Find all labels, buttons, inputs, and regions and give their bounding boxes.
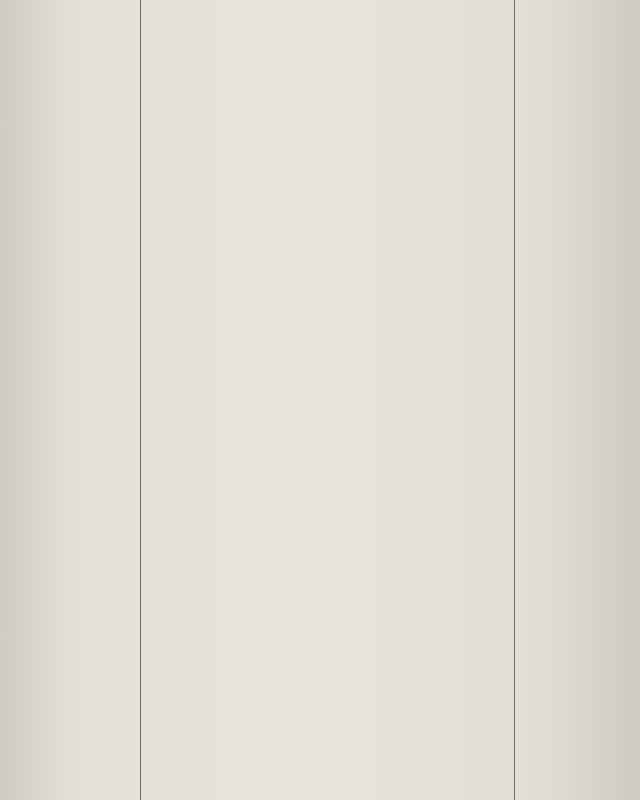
column-rule-left [140,0,141,800]
column-rule-right [514,0,515,800]
